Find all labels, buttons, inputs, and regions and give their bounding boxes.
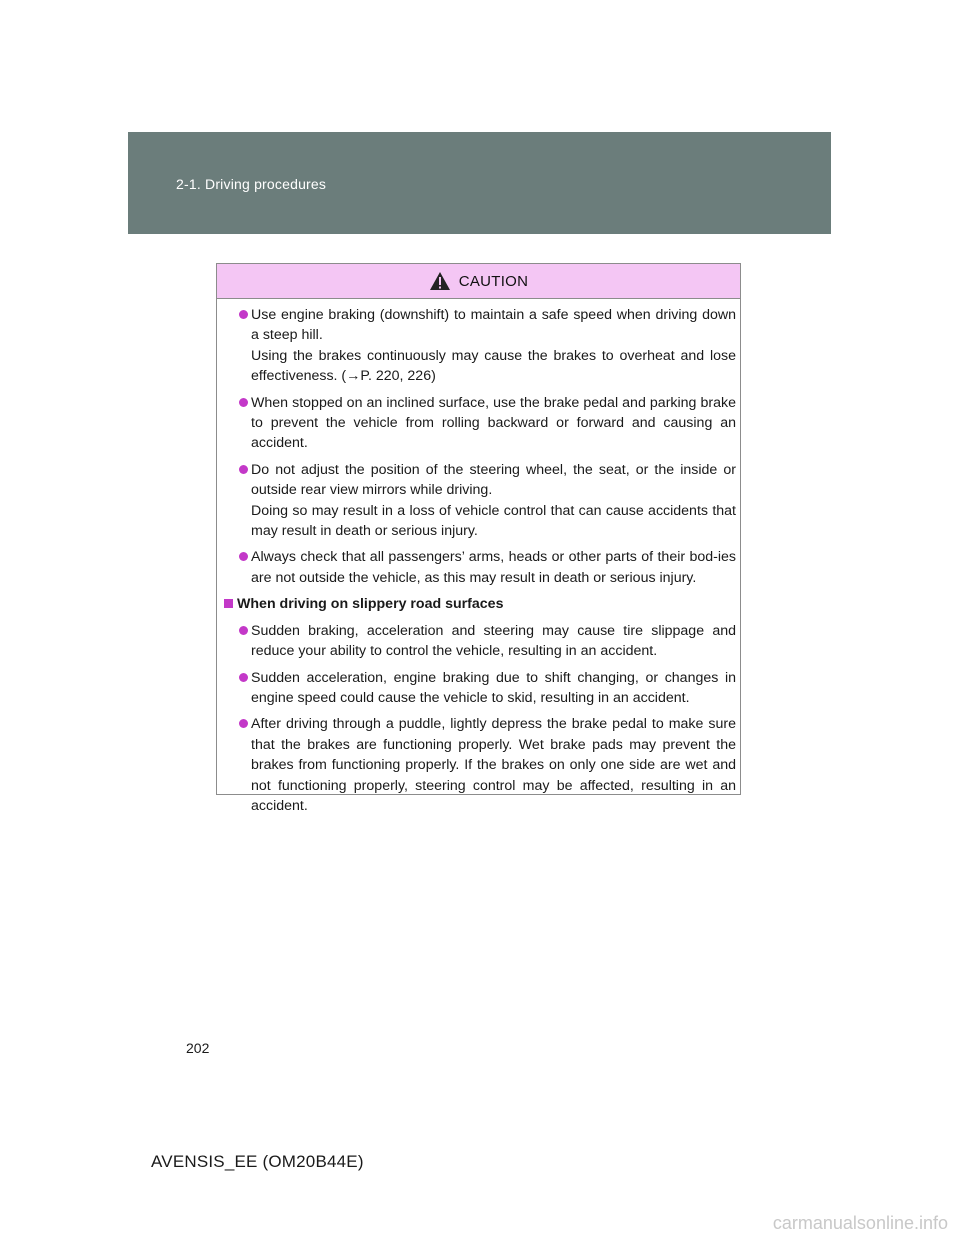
caution-header [217,264,740,299]
caution-item-text: Sudden acceleration, engine braking due to shift changing, or changes in engine speed could cause the vehicle to skid, resulting in an accident. [251,669,736,706]
caution-item-text: Use engine braking (downshift) to maintain a safe speed when driving down a steep hill. [251,307,736,344]
bullet-dot-icon [239,465,248,474]
bullet-dot-icon [239,719,248,728]
caution-item-text: Do not adjust the position of the steering wheel, the seat, or the inside or outside rear view mirrors while driving. [251,461,736,499]
caution-item [251,668,736,709]
caution-item-text: When stopped on an inclined surface, use the brake pedal and parking brake to prevent the vehicle from rolling backward or forward and causing an accident. [251,394,736,452]
warning-triangle-icon [429,271,451,291]
caution-body [217,299,740,816]
subsection-heading [237,594,736,614]
bullet-dot-icon [239,310,248,319]
bullet-dot-icon [239,626,248,635]
caution-title: CAUTION [458,272,529,290]
square-bullet-icon [224,599,233,608]
caution-item [251,714,736,816]
section-title: 2-1. Driving procedures [176,176,327,192]
caution-item [251,460,736,542]
caution-item-text: After driving through a puddle, lightly depress the brake pedal to make sure that the brakes are functioning properly. Wet brake pads may prevent the brakes from functioning properly. If the brakes on only one side are wet and not functioning properly, steering control may be affected, resulting in an accident. [251,716,736,814]
page-number: 202 [186,1040,210,1056]
bullet-dot-icon [239,673,248,682]
caution-item [251,547,736,588]
watermark: carmanualsonline.info [772,1213,948,1233]
caution-item-text: Sudden braking, acceleration and steering may cause tire slippage and reduce your ability to control the vehicle, resulting in an accident. [251,622,736,660]
caution-item-text: Doing so may result in a loss of vehicle control that can cause accidents that may result in death or serious injury. [251,502,736,540]
caution-item [251,621,736,662]
section-header-band [128,132,831,234]
caution-item-text: Using the brakes continuously may cause the brakes to overheat and lose effectiveness. (→P. 220, 226) [251,347,736,385]
document-code: AVENSIS_EE (OM20B44E) [151,1152,364,1171]
subsection-title: When driving on slippery road surfaces [237,596,504,613]
caution-box [216,263,741,814]
caution-item-text: Always check that all passengers’ arms, heads or other parts of their bod-ies are not outside the vehicle, as this may result in death or serious injury. [251,549,736,586]
caution-item [251,393,736,454]
bullet-dot-icon [239,552,248,561]
bullet-dot-icon [239,398,248,407]
caution-item [251,305,736,387]
